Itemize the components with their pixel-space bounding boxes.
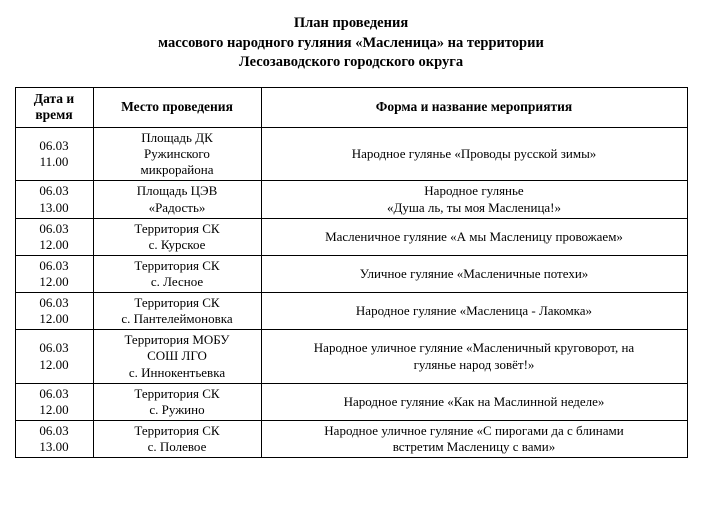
form-line: Масленичное гуляние «А мы Масленицу провожаем» [325, 228, 623, 244]
place-line: Территория МОБУ [124, 332, 230, 348]
place-line: Территория СК [134, 422, 220, 438]
place-line: Ружинского [144, 146, 210, 162]
table-header-row [15, 87, 687, 127]
title-line-3: Лесозаводского городского округа [238, 54, 464, 71]
time-line: 13.00 [39, 439, 69, 455]
cell-place [93, 181, 261, 218]
place-line: с. Лесное [150, 274, 204, 290]
date-line: 06.03 [39, 295, 69, 311]
cell-place [93, 293, 261, 330]
time-line: 12.00 [39, 356, 69, 372]
title-line-2: массового народного гуляния «Масленица» на территории [158, 34, 544, 51]
time-line: 12.00 [39, 274, 69, 290]
cell-form [261, 383, 687, 420]
place-line: микрорайона [140, 162, 214, 178]
place-line: с. Курское [148, 236, 206, 252]
cell-place [93, 255, 261, 292]
place-line: Территория СК [134, 295, 220, 311]
table-row [15, 181, 687, 218]
cell-form [261, 255, 687, 292]
cell-form [261, 420, 687, 457]
place-line: Площадь ДК [141, 130, 213, 146]
cell-form [261, 218, 687, 255]
date-line: 06.03 [39, 138, 69, 154]
cell-date [15, 383, 93, 420]
cell-place [93, 218, 261, 255]
column-header-date [15, 87, 93, 127]
place-line: СОШ ЛГО [147, 348, 207, 364]
cell-place [93, 383, 261, 420]
date-line: 06.03 [39, 183, 69, 199]
time-line: 12.00 [39, 236, 69, 252]
form-line: Уличное гуляние «Масленичные потехи» [359, 265, 589, 281]
form-line: Народное уличное гуляние «Масленичный круговорот, на [313, 340, 635, 356]
place-line: с. Пантелеймоновка [121, 311, 233, 327]
title-line-1: План проведения [293, 15, 409, 31]
cell-date [15, 255, 93, 292]
column-header-date-line-1: Дата и [33, 90, 75, 106]
table-row [15, 420, 687, 457]
time-line: 13.00 [39, 199, 69, 215]
cell-form [261, 330, 687, 383]
table-row [15, 218, 687, 255]
cell-form [261, 128, 687, 181]
form-line: Народное гулянье [424, 183, 524, 199]
form-line: гулянье народ зовёт!» [413, 356, 535, 372]
form-line: Народное гуляние «Масленица - Лакомка» [355, 303, 593, 319]
time-line: 12.00 [39, 311, 69, 327]
cell-form [261, 181, 687, 218]
cell-date [15, 181, 93, 218]
cell-form [261, 293, 687, 330]
column-header-date-line-2: время [35, 107, 73, 123]
form-line: Народное гулянье «Проводы русской зимы» [351, 146, 597, 162]
place-line: Площадь ЦЭВ [136, 183, 218, 199]
date-line: 06.03 [39, 220, 69, 236]
cell-place [93, 330, 261, 383]
place-line: Территория СК [134, 257, 220, 273]
column-header-place: Место проведения [93, 87, 261, 127]
cell-date [15, 293, 93, 330]
form-line: Народное уличное гуляние «С пирогами да с блинами [324, 422, 624, 438]
form-line: встретим Масленицу с вами» [392, 439, 556, 455]
table-row [15, 330, 687, 383]
place-line: с. Полевое [147, 439, 207, 455]
cell-date [15, 420, 93, 457]
cell-place [93, 128, 261, 181]
place-line: Территория СК [134, 385, 220, 401]
date-line: 06.03 [39, 385, 69, 401]
date-line: 06.03 [39, 340, 69, 356]
cell-place [93, 420, 261, 457]
table-row [15, 255, 687, 292]
form-line: Народное гуляние «Как на Маслинной неделе» [343, 393, 605, 409]
table-row [15, 128, 687, 181]
events-table [15, 87, 688, 458]
date-line: 06.03 [39, 422, 69, 438]
column-header-form: Форма и название мероприятия [261, 87, 687, 127]
place-line: с. Иннокентьевка [128, 364, 226, 380]
date-line: 06.03 [39, 257, 69, 273]
place-line: Территория СК [134, 220, 220, 236]
cell-date [15, 330, 93, 383]
table-row [15, 383, 687, 420]
time-line: 11.00 [39, 154, 69, 170]
time-line: 12.00 [39, 401, 69, 417]
cell-date [15, 218, 93, 255]
place-line: с. Ружино [149, 401, 205, 417]
table-row [15, 293, 687, 330]
form-line: «Душа ль, ты моя Масленица!» [386, 199, 561, 215]
place-line: «Радость» [148, 199, 206, 215]
page-title [14, 14, 688, 73]
cell-date [15, 128, 93, 181]
